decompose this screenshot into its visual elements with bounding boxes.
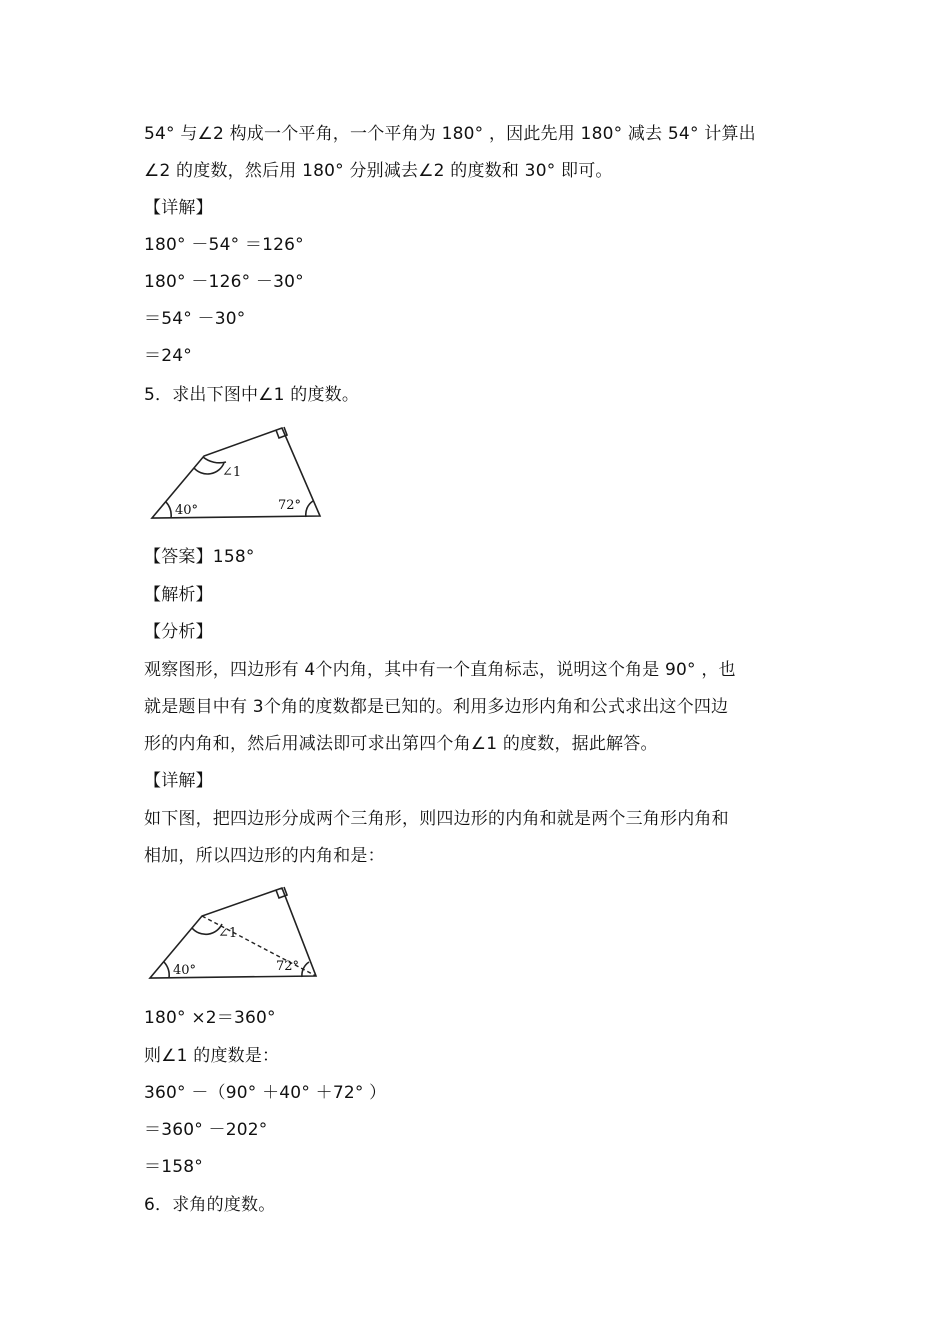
angle-72-arc	[306, 501, 313, 517]
question-6: 6．求角的度数。	[144, 1195, 276, 1215]
question-5: 5．求出下图中∠1 的度数。	[144, 385, 360, 405]
detail-line: 如下图，把四边形分成两个三角形，则四边形的内角和就是两个三角形内角和	[144, 809, 729, 829]
angle-40-label: 40°	[175, 503, 199, 518]
detail-heading: 【详解】	[144, 771, 213, 791]
angle-40-arc	[166, 502, 171, 518]
text-line: ∠2 的度数，然后用 180° 分别减去∠2 的度数和 30° 即可。	[144, 161, 613, 181]
calc-line: 180° ×2＝360°	[144, 1008, 276, 1028]
angle-1-label: ∠1	[218, 926, 238, 941]
angle-72-label: 72°	[278, 498, 302, 513]
angle-1-arc	[194, 463, 224, 474]
quadrilateral-figure	[144, 420, 334, 526]
angle-1-arc-outer	[203, 457, 226, 463]
calc-line: ＝158°	[144, 1157, 203, 1177]
calc-line: 360° －（90° ＋40° ＋72° ）	[144, 1083, 387, 1103]
calc-line: ＝360° －202°	[144, 1120, 268, 1140]
analysis-line: 形的内角和，然后用减法即可求出第四个角∠1 的度数，据此解答。	[144, 734, 658, 754]
angle-72-label: 72°	[276, 959, 300, 974]
angle-40-arc	[164, 962, 169, 978]
calc-line: 则∠1 的度数是：	[144, 1046, 280, 1066]
answer: 【答案】158°	[144, 547, 255, 567]
analysis-heading: 【解析】	[144, 585, 213, 605]
analysis-line: 就是题目中有 3个角的度数都是已知的。利用多边形内角和公式求出这个四边	[144, 697, 729, 717]
detail-heading: 【详解】	[144, 198, 213, 218]
calc-line: 180° －54° ＝126°	[144, 235, 304, 255]
fenxi-heading: 【分析】	[144, 622, 213, 642]
angle-40-label: 40°	[173, 963, 197, 978]
analysis-line: 观察图形，四边形有 4个内角，其中有一个直角标志，说明这个角是 90° ，也	[144, 660, 736, 680]
calc-line: ＝24°	[144, 346, 192, 366]
detail-line: 相加，所以四边形的内角和是：	[144, 846, 385, 866]
calc-line: ＝54° －30°	[144, 309, 246, 329]
angle-1-label: ∠1	[222, 465, 242, 480]
calc-line: 180° －126° －30°	[144, 272, 304, 292]
quadrilateral-split-figure	[144, 882, 334, 982]
text-line: 54° 与∠2 构成一个平角，一个平角为 180° ，因此先用 180° 减去 54° 计算出	[144, 124, 756, 144]
